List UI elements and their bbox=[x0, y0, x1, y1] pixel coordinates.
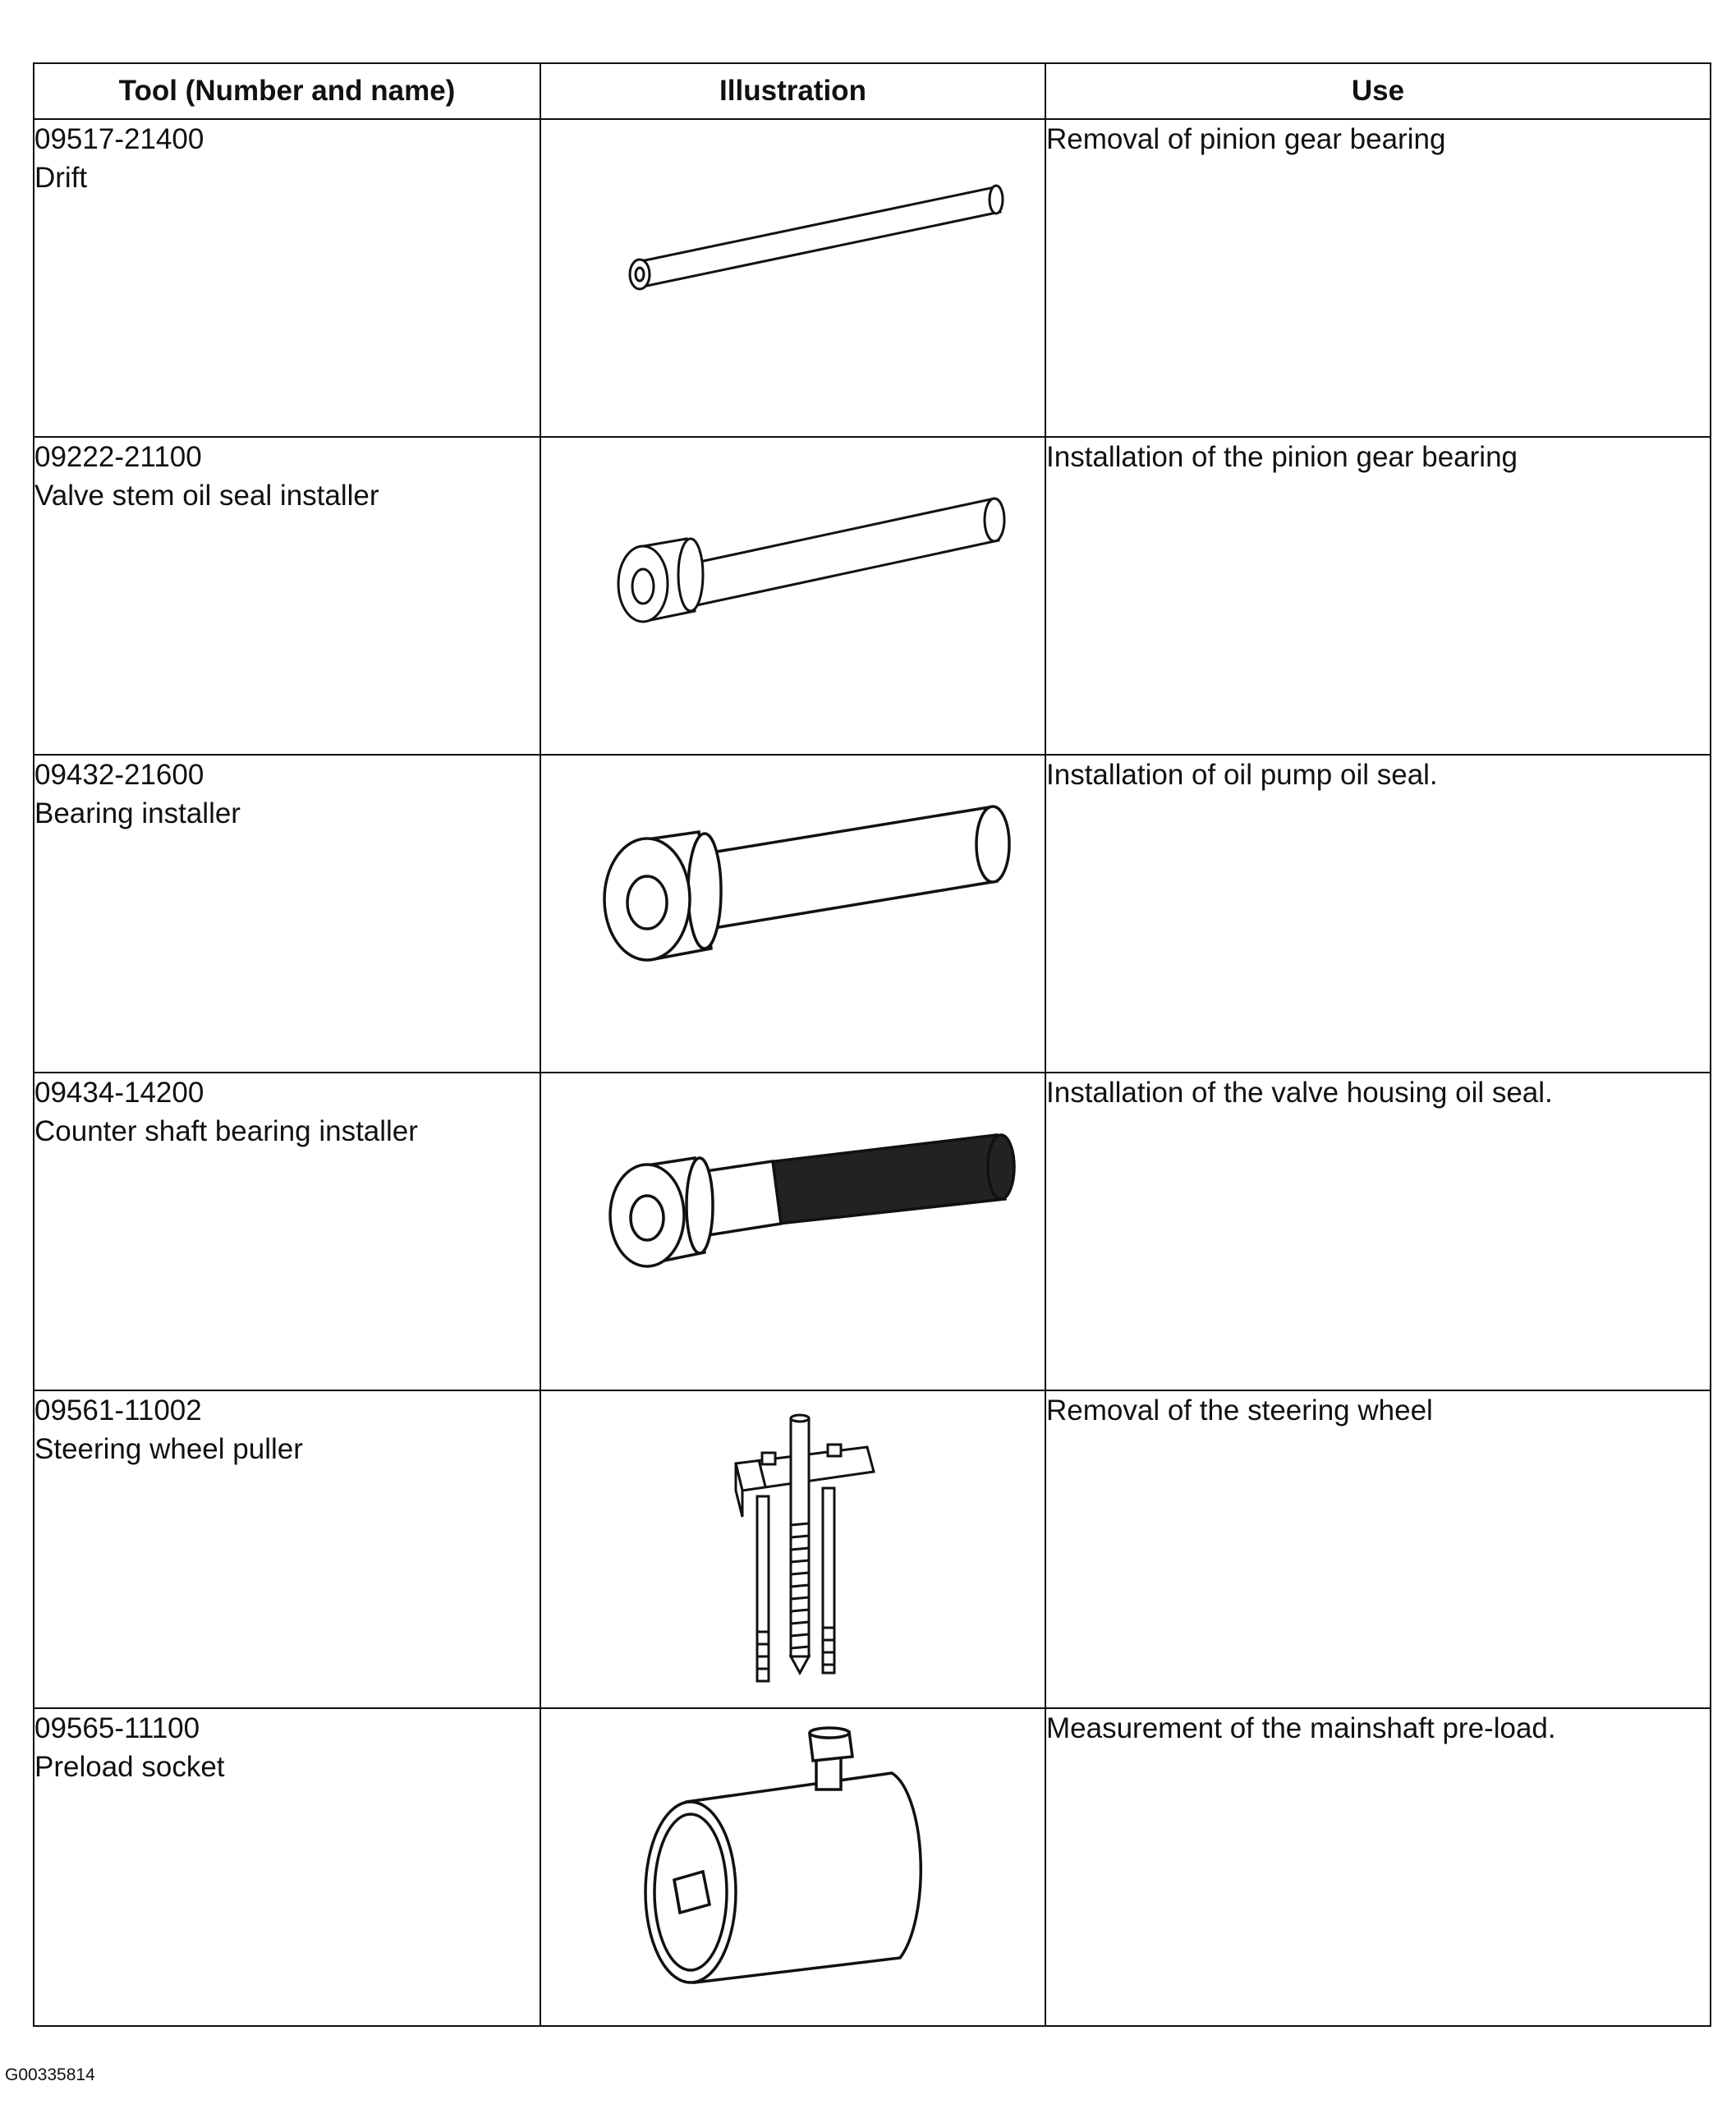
use-cell bbox=[1045, 1708, 1711, 2026]
tool-name: Valve stem oil seal installer bbox=[34, 480, 379, 512]
tool-cell bbox=[34, 437, 540, 755]
countershaft-installer-icon bbox=[563, 1084, 1023, 1380]
tool-name: Preload socket bbox=[34, 1751, 225, 1783]
header-tool: Tool (Number and name) bbox=[34, 63, 540, 119]
illustration-cell bbox=[540, 1073, 1045, 1390]
tool-cell bbox=[34, 1708, 540, 2026]
tool-cell bbox=[34, 119, 540, 437]
header-row bbox=[34, 63, 1711, 119]
drift-rod-icon bbox=[563, 131, 1023, 426]
tool-name: Bearing installer bbox=[34, 797, 241, 829]
table-row bbox=[34, 119, 1711, 437]
illustration-cell bbox=[540, 1708, 1045, 2026]
use-cell bbox=[1045, 755, 1711, 1073]
illustration-cell bbox=[540, 119, 1045, 437]
tool-number: 09222-21100 bbox=[34, 441, 202, 473]
illustration-cell bbox=[540, 755, 1045, 1073]
table-row bbox=[34, 1073, 1711, 1390]
tool-number: 09561-11002 bbox=[34, 1394, 202, 1427]
special-tools-table bbox=[33, 62, 1711, 2027]
header-use: Use bbox=[1045, 63, 1711, 119]
table-row bbox=[34, 1708, 1711, 2026]
use-cell bbox=[1045, 1073, 1711, 1390]
tool-use: Installation of the pinion gear bearing bbox=[1046, 441, 1518, 473]
tool-cell bbox=[34, 755, 540, 1073]
header-illustration: Illustration bbox=[540, 63, 1045, 119]
preload-socket-icon bbox=[563, 1711, 1023, 2024]
table-row bbox=[34, 437, 1711, 755]
tool-use: Removal of the steering wheel bbox=[1046, 1394, 1433, 1427]
tool-cell bbox=[34, 1390, 540, 1708]
tool-name: Counter shaft bearing installer bbox=[34, 1115, 418, 1147]
tool-number: 09565-11100 bbox=[34, 1712, 200, 1744]
tool-name: Steering wheel puller bbox=[34, 1433, 303, 1465]
tool-use: Installation of the valve housing oil seal. bbox=[1046, 1077, 1553, 1109]
illustration-cell bbox=[540, 1390, 1045, 1708]
use-cell bbox=[1045, 437, 1711, 755]
steering-wheel-puller-icon bbox=[563, 1394, 1023, 1706]
bearing-installer-icon bbox=[563, 766, 1023, 1062]
figure-id: G00335814 bbox=[5, 2065, 95, 2084]
tool-cell bbox=[34, 1073, 540, 1390]
use-cell bbox=[1045, 1390, 1711, 1708]
tool-name: Drift bbox=[34, 162, 88, 194]
tool-number: 09434-14200 bbox=[34, 1077, 204, 1109]
oil-seal-installer-icon bbox=[563, 448, 1023, 744]
use-cell bbox=[1045, 119, 1711, 437]
tool-number: 09517-21400 bbox=[34, 123, 204, 155]
illustration-cell bbox=[540, 437, 1045, 755]
table-row bbox=[34, 1390, 1711, 1708]
tool-use: Installation of oil pump oil seal. bbox=[1046, 759, 1438, 791]
table-row bbox=[34, 755, 1711, 1073]
tool-use: Measurement of the mainshaft pre-load. bbox=[1046, 1712, 1556, 1744]
tool-number: 09432-21600 bbox=[34, 759, 204, 791]
tool-use: Removal of pinion gear bearing bbox=[1046, 123, 1446, 155]
